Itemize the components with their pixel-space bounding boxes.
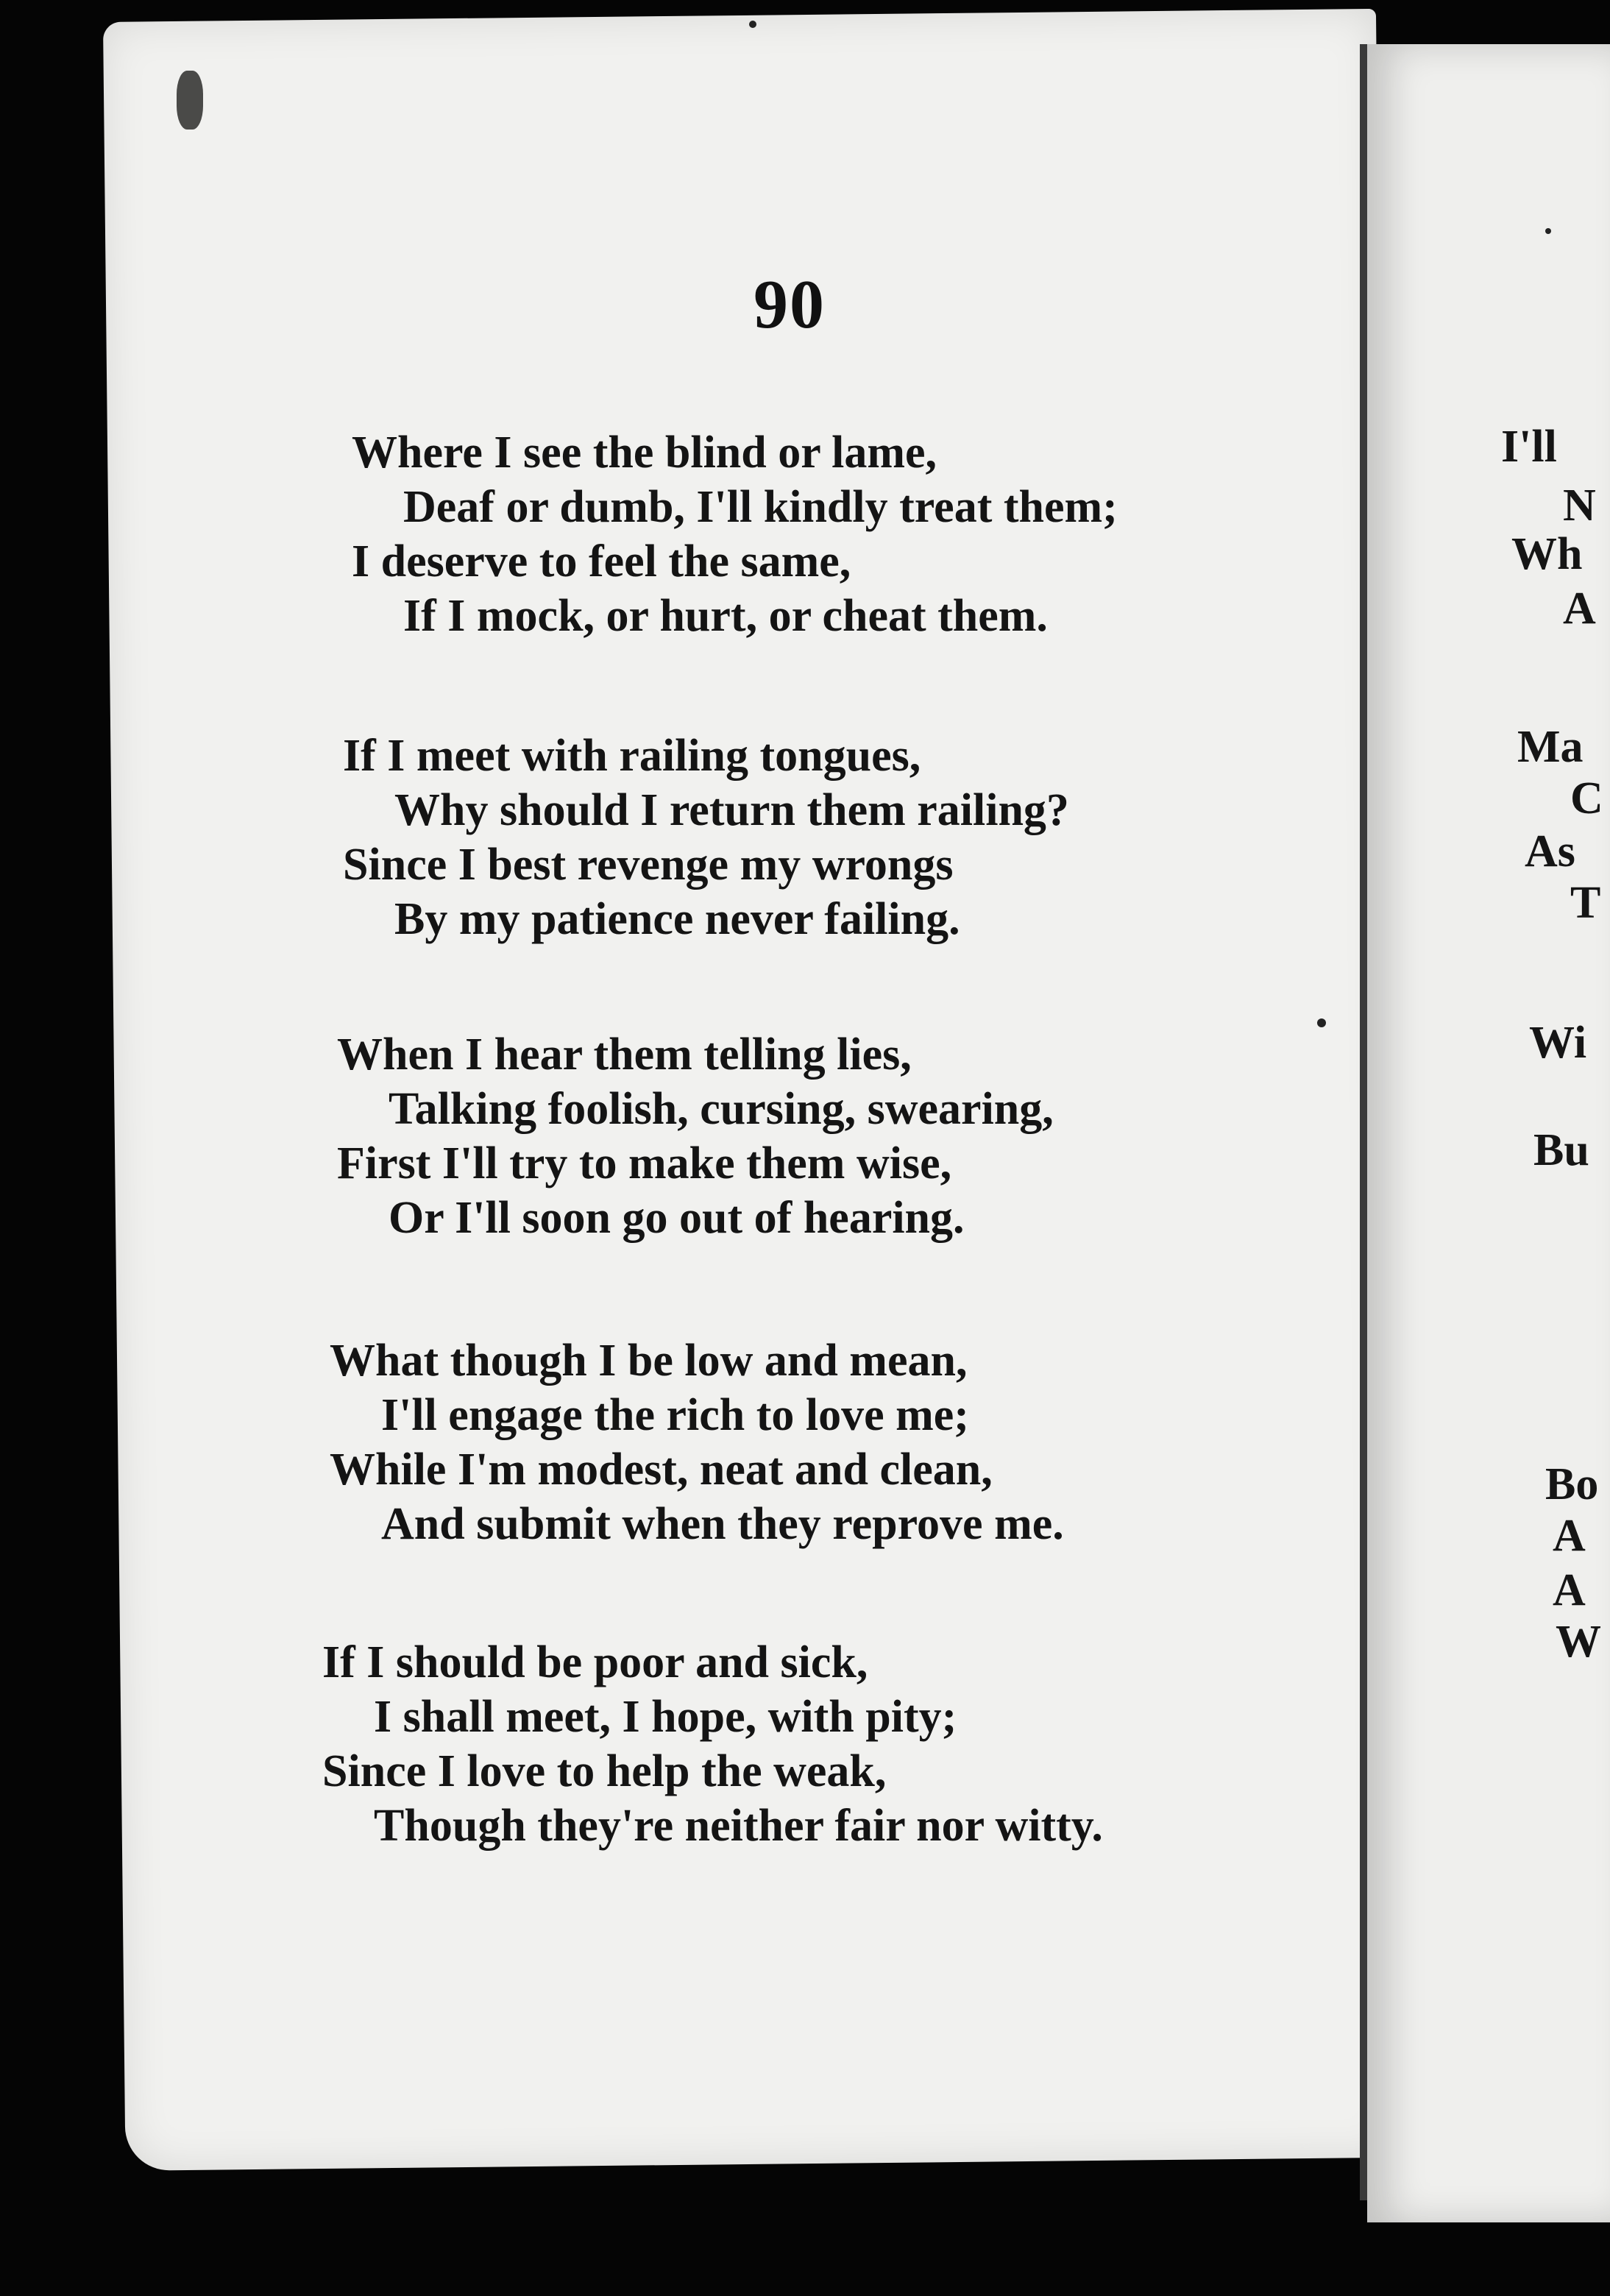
poem-line: Since I best revenge my wrongs <box>343 840 954 890</box>
poem-line: First I'll try to make them wise, <box>337 1138 952 1188</box>
poem-line: If I mock, or hurt, or cheat them. <box>403 591 1048 641</box>
facing-page-fragment: Bo <box>1545 1459 1599 1509</box>
poem-line: I'll engage the rich to love me; <box>381 1390 969 1440</box>
scan-speck <box>1545 228 1551 234</box>
poem-stanza-4 <box>330 1333 1064 1551</box>
facing-page-fragment: Ma <box>1517 722 1584 772</box>
scan-speck <box>749 21 756 28</box>
facing-page-fragment: I'll <box>1501 422 1557 472</box>
facing-page-fragment: A <box>1553 1511 1586 1561</box>
facing-page-fragment: As <box>1525 826 1575 876</box>
poem-line: And submit when they reprove me. <box>381 1499 1064 1549</box>
poem-line: Though they're neither fair nor witty. <box>374 1801 1103 1851</box>
poem-stanza-1 <box>352 425 1118 643</box>
poem-stanza-5 <box>322 1635 1103 1853</box>
poem-stanza-2 <box>343 729 1069 946</box>
poem-line: Deaf or dumb, I'll kindly treat them; <box>403 482 1118 532</box>
poem-line: Why should I return them railing? <box>394 785 1069 835</box>
poem-line: I shall meet, I hope, with pity; <box>374 1692 957 1742</box>
poem-line: While I'm modest, neat and clean, <box>330 1445 993 1495</box>
poem-line: Talking foolish, cursing, swearing, <box>389 1084 1054 1134</box>
facing-page-fragment: Wi <box>1529 1018 1587 1068</box>
scan-speck <box>177 71 203 130</box>
facing-page-fragment: A <box>1563 584 1596 634</box>
scan-speck <box>1317 1018 1326 1027</box>
poem-line: I deserve to feel the same, <box>352 536 851 587</box>
facing-page-fragment: Bu <box>1533 1125 1589 1175</box>
facing-page-fragment: T <box>1570 878 1601 928</box>
facing-page-fragment: N <box>1563 481 1596 531</box>
poem-line: By my patience never failing. <box>394 894 960 944</box>
poem-line: If I should be poor and sick, <box>322 1637 868 1687</box>
poem-line: When I hear them telling lies, <box>337 1030 912 1080</box>
poem-stanza-3 <box>337 1027 1054 1245</box>
facing-page-fragment: C <box>1570 773 1603 823</box>
page-number: 90 <box>753 266 826 343</box>
poem-line: Since I love to help the weak, <box>322 1746 887 1796</box>
poem-line: Where I see the blind or lame, <box>352 428 937 478</box>
facing-page-fragment: Wh <box>1511 529 1583 579</box>
facing-page-fragment: A <box>1553 1565 1586 1615</box>
poem-line: What though I be low and mean, <box>330 1336 968 1386</box>
poem-line: Or I'll soon go out of hearing. <box>389 1193 965 1243</box>
facing-page-fragment: W <box>1556 1617 1601 1667</box>
poem-line: If I meet with railing tongues, <box>343 731 921 781</box>
